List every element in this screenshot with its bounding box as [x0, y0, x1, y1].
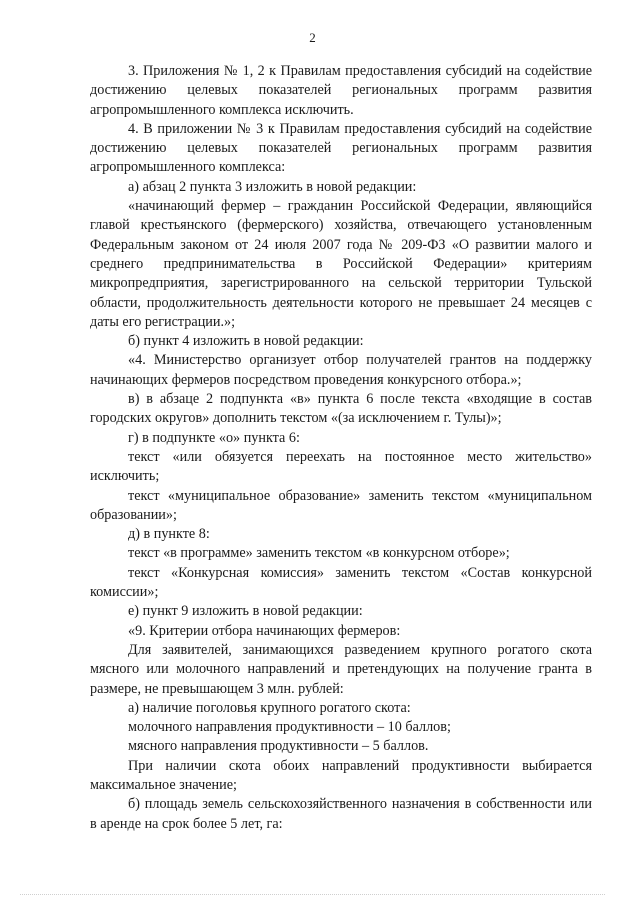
document-body [90, 62, 592, 834]
criterion-a: а) наличие поголовья крупного рогатого скота: [128, 699, 411, 716]
quote-point-4: «4. Министерство организует отбор получателей грантов на поддержку начинающих фермеров посредством проведения конкурсного отбора.»; [90, 352, 592, 388]
criterion-both: При наличии скота обоих направлений продуктивности выбирается максимальное значение; [90, 757, 592, 793]
criterion-b: б) площадь земель сельскохозяйственного назначения в собственности или в аренде на срок более 5 лет, га: [90, 796, 592, 832]
subitem-e: е) пункт 9 изложить в новой редакции: [128, 603, 363, 620]
subitem-a: а) абзац 2 пункта 3 изложить в новой редакции: [128, 178, 417, 195]
applicants-paragraph: Для заявителей, занимающихся разведением крупного рогатого скота мясного или молочного направлений и претендующих на получение гранта в размере, не превышающем 3 млн. рублей: [90, 641, 592, 697]
subitem-d: д) в пункте 8: [128, 526, 210, 543]
paragraph-item-3: 3. Приложения № 1, 2 к Правилам предоставления субсидий на содействие достижению целевых показателей региональных программ развития агропромышленного комплекса исключить. [90, 63, 592, 118]
paragraph-item-4: 4. В приложении № 3 к Правилам предоставления субсидий на содействие достижению целевых показателей региональных программ развития агропромышленного комплекса: [90, 120, 592, 176]
quote-point-9: «9. Критерии отбора начинающих фермеров: [128, 622, 401, 639]
subitem-v: в) в абзаце 2 подпункта «в» пункта 6 после текста «входящие в состав городских округов» дополнить текстом «(за исключением г. Тулы)»; [90, 391, 592, 427]
text-replace-commission: текст «Конкурсная комиссия» заменить текстом «Состав конкурсной комиссии»; [90, 564, 592, 601]
criterion-dairy: молочного направления продуктивности – 10 баллов; [128, 719, 451, 736]
subitem-b: б) пункт 4 изложить в новой редакции: [128, 333, 364, 350]
text-replace-program: текст «в программе» заменить текстом «в конкурсном отборе»; [128, 545, 510, 562]
text-exclude: текст «или обязуется переехать на постоянное место жительство» исключить; [90, 448, 592, 485]
subitem-g: г) в подпункте «о» пункта 6: [128, 429, 300, 446]
text-replace-municipal: текст «муниципальное образование» заменить текстом «муниципальном образовании»; [90, 487, 592, 523]
page-number: 2 [309, 30, 316, 45]
quote-definition: «начинающий фермер – гражданин Российской Федерации, являющийся главой крестьянского (фермерского) хозяйства, отвечающего установленным Федеральным законом от 24 июля 2007 года № 209-ФЗ «О развитии малого и среднего предпринимательства в Российской Федерации» критериям микропредприятия, зарегистрированного на сельской территории Тульской области, продолжительность деятельности которого не превышает 24 месяцев с даты его регистрации.»; [90, 198, 592, 330]
scan-edge-line [20, 894, 605, 896]
criterion-meat: мясного направления продуктивности – 5 баллов. [128, 738, 429, 755]
